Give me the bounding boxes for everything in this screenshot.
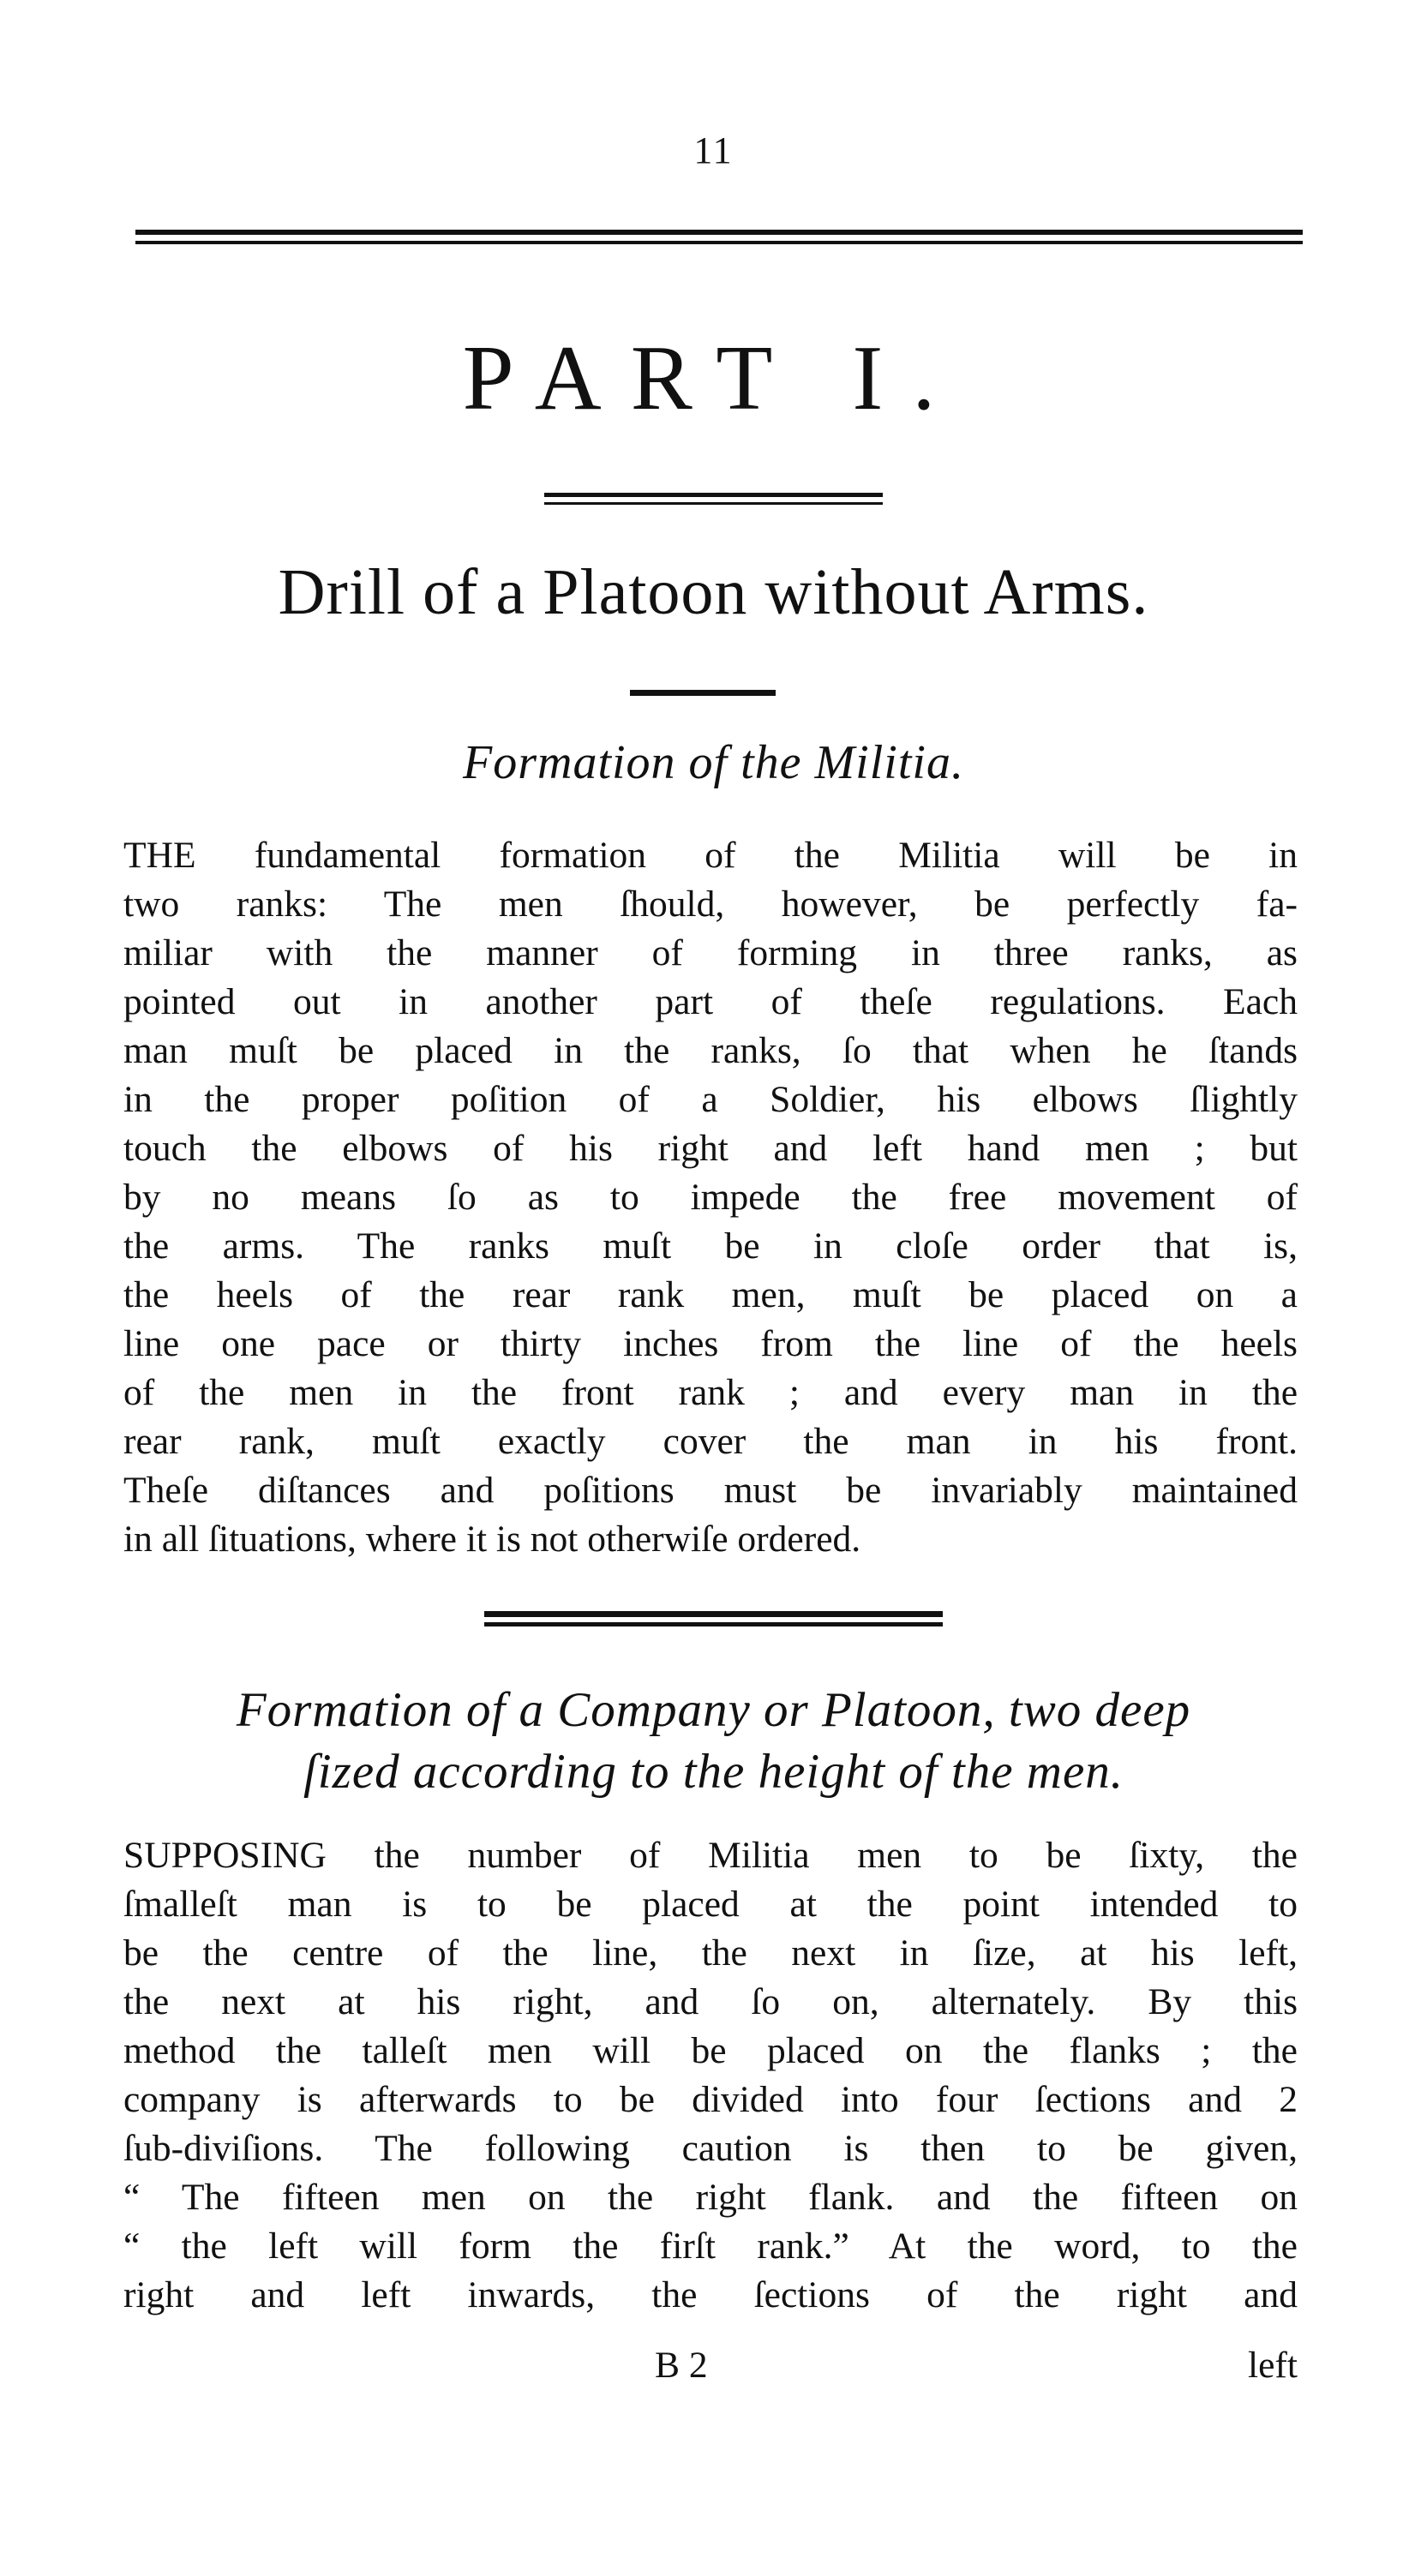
text-line: in the proper poſition of a Soldier, his elbows ſlightly — [123, 1079, 1298, 1120]
text-line: ſmalleſt man is to be placed at the point intended to — [123, 1884, 1298, 1925]
text-line: miliar with the manner of forming in three ranks, as — [123, 932, 1298, 973]
chapter-title: Drill of a Platoon without Arms. — [278, 556, 1149, 628]
text-line: be the centre of the line, the next in ſize, at his left, — [123, 1932, 1298, 1974]
text-line: line one pace or thirty inches from the line of the heels — [123, 1323, 1298, 1364]
text-line: man muſt be placed in the ranks, ſo that when he ſtands — [123, 1030, 1298, 1071]
section-divider — [484, 1611, 943, 1630]
chapter-divider — [630, 690, 776, 696]
text-line: company is afterwards to be divided into four ſections and 2 — [123, 2079, 1298, 2120]
text-line: two ranks: The men ſhould, however, be perfectly fa- — [123, 884, 1298, 925]
text-line: ſub-diviſions. The following caution is then to be given, — [123, 2128, 1298, 2169]
section-heading-line: Formation of a Company or Platoon, two deep — [236, 1683, 1191, 1737]
page-number: 11 — [693, 129, 734, 171]
part-title: PART I. — [462, 327, 965, 429]
text-line: the arms. The ranks muſt be in cloſe order that is, — [123, 1225, 1298, 1267]
part-divider — [544, 493, 883, 510]
paragraph — [123, 831, 1298, 1564]
section-heading — [0, 1680, 1427, 1803]
section-heading: Formation of the Militia. — [463, 736, 964, 789]
text-line: Theſe diſtances and poſitions must be invariably maintained — [123, 1470, 1298, 1511]
text-line: “ The fifteen men on the right flank. and the fifteen on — [123, 2177, 1298, 2218]
text-line: in all ſituations, where it is not otherwiſe ordered. — [123, 1519, 861, 1560]
text-line: the heels of the rear rank men, muſt be placed on a — [123, 1274, 1298, 1315]
catchword: left — [1248, 2345, 1298, 2386]
header-rule — [135, 230, 1303, 249]
text-line: of the men in the front rank ; and every man in the — [123, 1372, 1298, 1413]
paragraph — [123, 1831, 1298, 2320]
section-heading-line: ſized according to the height of the men. — [303, 1745, 1124, 1799]
text-line: rear rank, muſt exactly cover the man in his front. — [123, 1421, 1298, 1462]
text-line: “ the left will form the firſt rank.” At the word, to the — [123, 2226, 1298, 2267]
text-line: THE fundamental formation of the Militia will be in — [123, 835, 1298, 876]
text-line: pointed out in another part of theſe regulations. Each — [123, 981, 1298, 1022]
text-line: method the talleſt men will be placed on the flanks ; the — [123, 2030, 1298, 2071]
text-line: right and left inwards, the ſections of the right and — [123, 2274, 1298, 2315]
signature-mark: B 2 — [655, 2345, 708, 2386]
text-line: by no means ſo as to impede the free movement of — [123, 1177, 1298, 1218]
text-line: the next at his right, and ſo on, alternately. By this — [123, 1981, 1298, 2022]
text-line: touch the elbows of his right and left hand men ; but — [123, 1128, 1298, 1169]
text-line: SUPPOSING the number of Militia men to be ſixty, the — [123, 1835, 1298, 1876]
